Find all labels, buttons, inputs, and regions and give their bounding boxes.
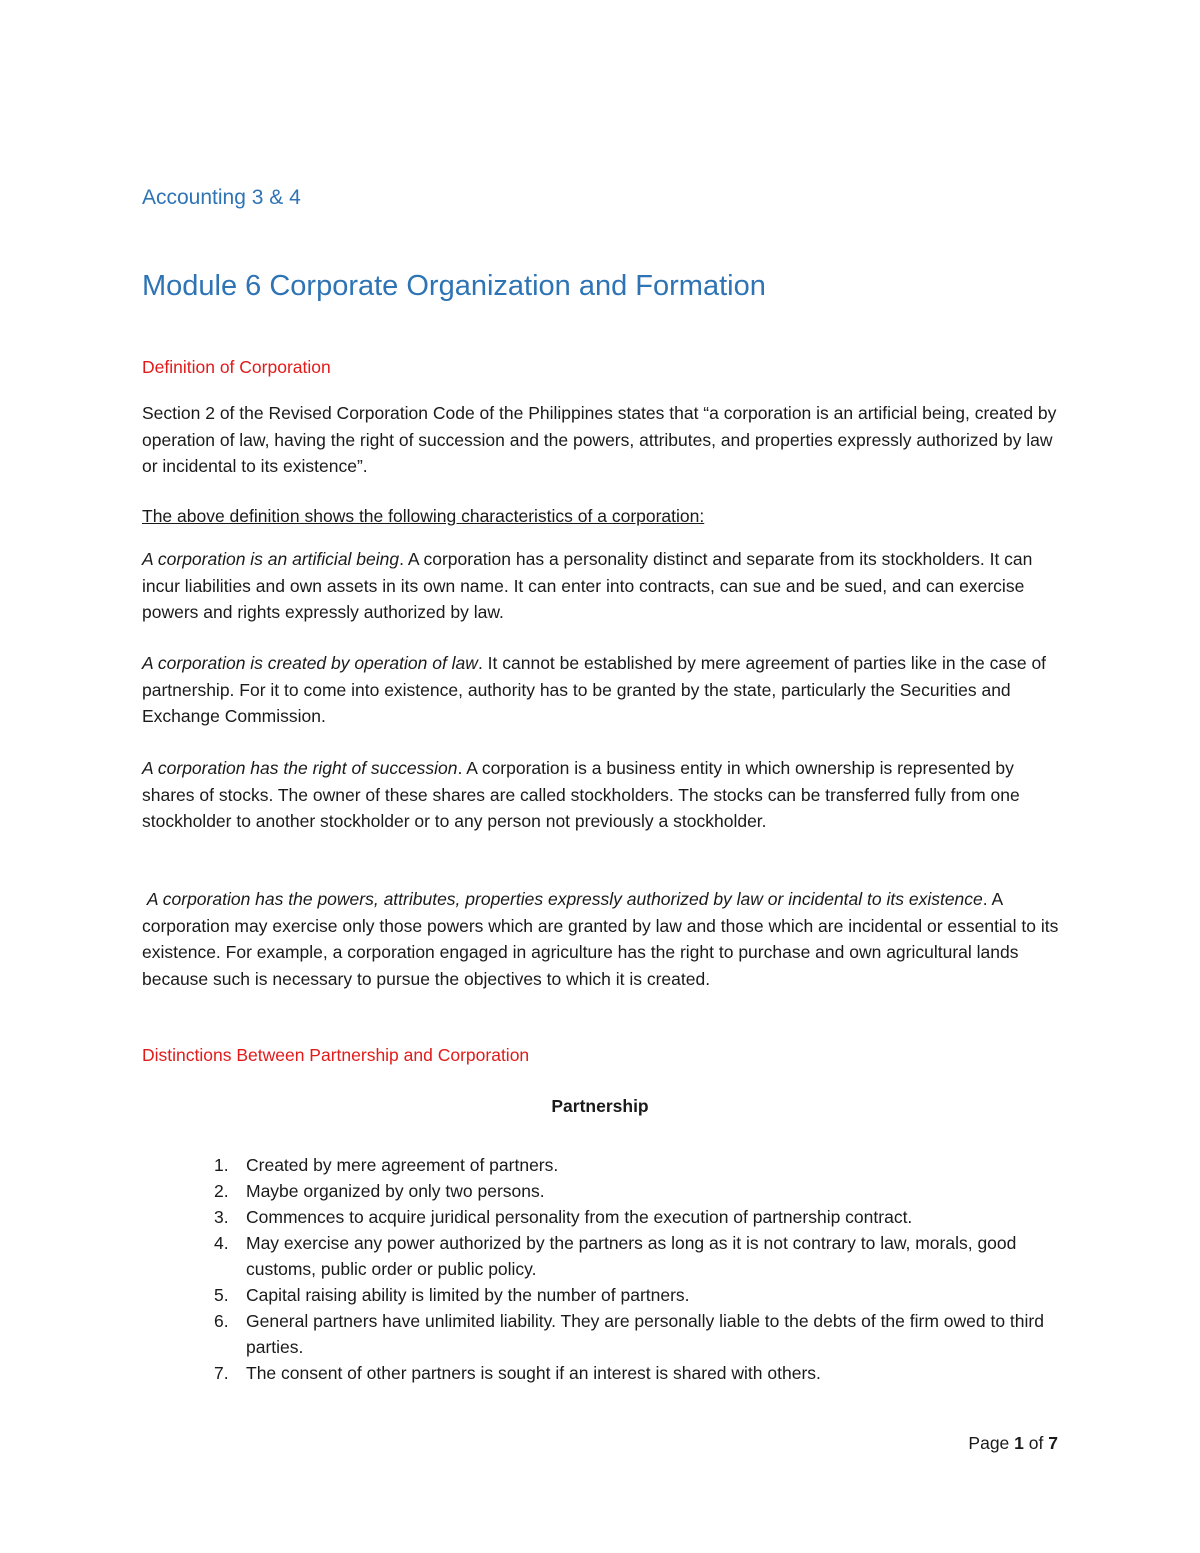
distinctions-heading: Distinctions Between Partnership and Corporation: [142, 1045, 530, 1065]
list-number: 6.: [214, 1311, 229, 1331]
list-item: [200, 1308, 1070, 1360]
partnership-heading: Partnership: [551, 1096, 649, 1116]
of-word: of: [1028, 1433, 1044, 1453]
characteristic-paragraph: [142, 650, 1062, 730]
definition-paragraph: Section 2 of the Revised Corporation Code of the Philippines states that “a corporation is an artificial being, created by operation of law, having the right of succession and the powers, attributes, and properties expressly authorized by law or incidental to its existence”.: [142, 403, 1057, 476]
characteristic-lead: A corporation has the powers, attributes, properties expressly authorized by law or incidental to its existence: [142, 889, 983, 909]
list-number: 2.: [214, 1181, 229, 1201]
list-item: [200, 1204, 1070, 1230]
list-item-text: General partners have unlimited liability. They are personally liable to the debts of the firm owed to third parties.: [246, 1311, 1044, 1357]
characteristic-paragraph: [142, 546, 1062, 626]
page-total: 7: [1048, 1433, 1058, 1453]
list-number: 1.: [214, 1155, 229, 1175]
characteristics-intro: The above definition shows the following characteristics of a corporation:: [142, 506, 705, 526]
list-item: [200, 1178, 1070, 1204]
characteristic-text: . A corporation is a business entity in which ownership is represented by shares of stocks. The owner of these shares are called stockholders. The stocks can be transferred fully from one stockholder to another stockholder or to any person not previously a stockholder.: [142, 758, 1020, 831]
list-item: [200, 1230, 1070, 1282]
list-item-text: The consent of other partners is sought if an interest is shared with others.: [246, 1363, 821, 1383]
page-footer: [968, 1433, 1058, 1454]
characteristic-lead: A corporation is created by operation of law: [142, 653, 478, 673]
characteristic-lead: A corporation has the right of succession: [142, 758, 458, 778]
list-item: [200, 1282, 1070, 1308]
characteristic-paragraph: [142, 886, 1062, 992]
definition-heading: Definition of Corporation: [142, 357, 331, 377]
page-current: 1: [1014, 1433, 1024, 1453]
list-number: 7.: [214, 1363, 229, 1383]
characteristic-lead: A corporation is an artificial being: [142, 549, 400, 569]
list-number: 5.: [214, 1285, 229, 1305]
list-item: [200, 1152, 1070, 1178]
list-item-text: Capital raising ability is limited by the number of partners.: [246, 1285, 690, 1305]
list-item-text: Commences to acquire juridical personality from the execution of partnership contract.: [246, 1207, 913, 1227]
list-item-text: Maybe organized by only two persons.: [246, 1181, 545, 1201]
list-number: 4.: [214, 1233, 229, 1253]
characteristic-text: . A corporation has a personality distinct and separate from its stockholders. It can incur liabilities and own assets in its own name. It can enter into contracts, can sue and be sued, and can exercise powers and rights expressly authorized by law.: [142, 549, 1033, 622]
list-item: [200, 1360, 1070, 1386]
characteristic-text: . It cannot be established by mere agreement of parties like in the case of partnership. For it to come into existence, authority has to be granted by the state, particularly the Securities and Exchange Commission.: [142, 653, 1047, 726]
list-item-text: May exercise any power authorized by the partners as long as it is not contrary to law, morals, good customs, public order or public policy.: [246, 1233, 1017, 1279]
list-item-text: Created by mere agreement of partners.: [246, 1155, 559, 1175]
list-number: 3.: [214, 1207, 229, 1227]
characteristic-text: . A corporation may exercise only those powers which are granted by law and those which are incidental or essential to its existence. For example, a corporation engaged in agriculture has the right to purchase and own agricultural lands because such is necessary to pursue the objectives to which it is created.: [142, 889, 1064, 989]
page-word: Page: [968, 1433, 1010, 1453]
characteristic-paragraph: [142, 755, 1062, 835]
subject-title: Accounting 3 & 4: [142, 186, 301, 209]
partnership-list: [200, 1152, 1070, 1386]
module-title: Module 6 Corporate Organization and Formation: [142, 270, 766, 302]
